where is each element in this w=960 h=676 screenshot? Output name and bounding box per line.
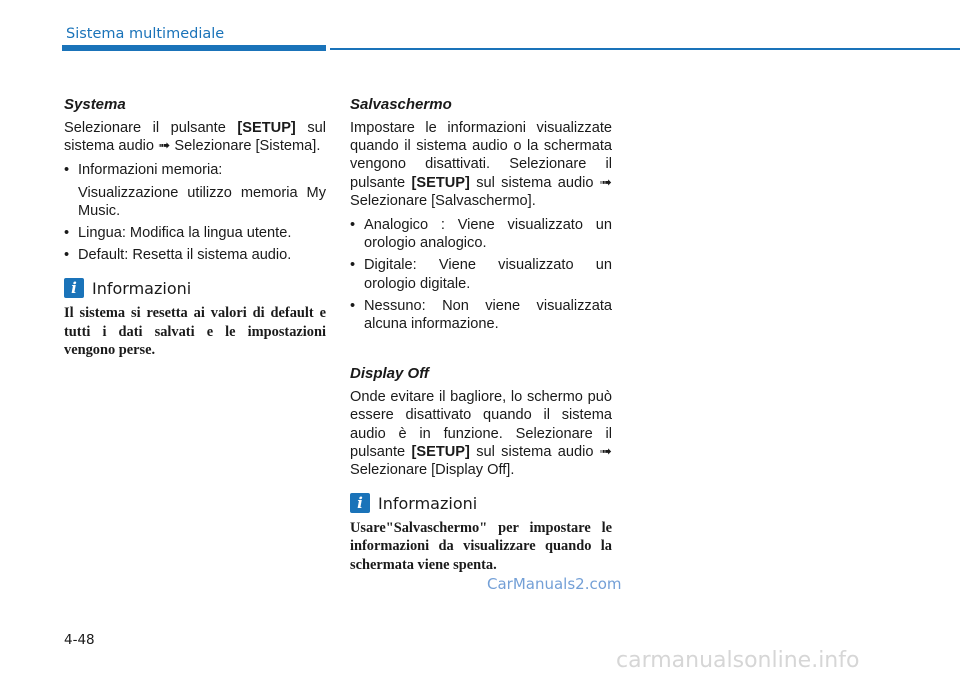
list-item: • Analogico : Viene visualizzato un orologio analogico. xyxy=(350,217,612,252)
display-off-title: Display Off xyxy=(350,365,429,383)
info-text: Il sistema si resetta ai valori di default e tutti i dati salvati e le impostazioni vengono perse. xyxy=(64,305,326,358)
memory-detail: Visualizzazione utilizzo memoria My Music. xyxy=(78,184,326,219)
header-rule-thick xyxy=(62,45,326,51)
list-item: • Digitale: Viene visualizzato un orologio digitale. xyxy=(350,257,612,292)
info-title: Informazioni xyxy=(92,278,192,298)
systema-title: Systema xyxy=(64,96,126,113)
left-column xyxy=(64,96,326,359)
salvaschermo-title: Salvaschermo xyxy=(350,96,452,113)
info-icon: i xyxy=(350,493,370,513)
section-header-title: Sistema multimediale xyxy=(66,26,225,42)
list-item: • Informazioni memoria: xyxy=(64,162,223,179)
page-number: 4-48 xyxy=(64,632,95,648)
systema-intro: Selezionare il pulsante [SETUP] sul sistema audio ➟ Selezionare [Sistema]. xyxy=(64,120,326,155)
info-heading xyxy=(64,278,326,298)
info-title: Informazioni xyxy=(378,493,478,513)
watermark-carmanuals2: CarManuals2.com xyxy=(487,575,622,593)
info-icon: i xyxy=(64,278,84,298)
list-item: • Lingua: Modifica la lingua utente. xyxy=(64,225,292,242)
header-rule-thin xyxy=(330,48,960,50)
display-off-text: Onde evitare il bagliore, lo schermo può essere disattivato quando il sistema audio è in funzione. Selezionare il pulsante [SETUP] sul sistema audio ➟ Selezionare [Display Off]. xyxy=(350,389,613,479)
watermark-carmanualsonline: carmanualsonline.info xyxy=(616,648,860,673)
section-spacer xyxy=(350,337,612,365)
info-text: Usare"Salvaschermo" per impostare le informazioni da visualizzare quando la schermata viene spenta. xyxy=(350,520,612,573)
info-heading xyxy=(350,493,612,513)
list-item: • Nessuno: Non viene visualizzata alcuna informazione. xyxy=(350,297,612,333)
middle-column xyxy=(350,96,612,574)
list-item: • Default: Resetta il sistema audio. xyxy=(64,247,292,264)
salvaschermo-intro: Impostare le informazioni visualizzate quando il sistema audio o la schermata vengono disattivati. Selezionare il pulsante [SETUP] sul sistema audio ➟ Selezionare [Salvaschermo]. xyxy=(350,120,613,209)
